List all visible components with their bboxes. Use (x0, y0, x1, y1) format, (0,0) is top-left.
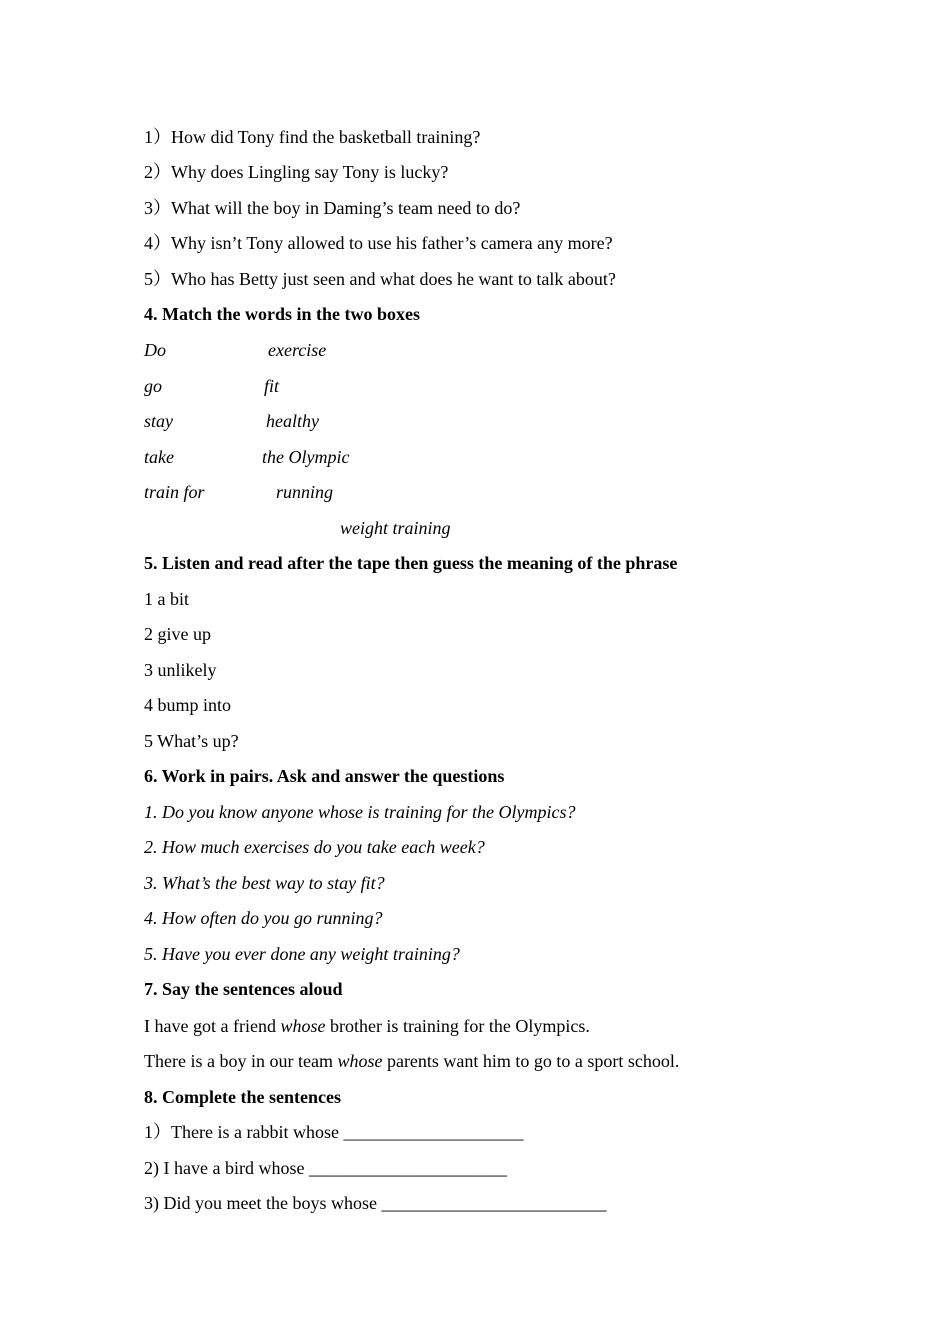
question-5: 5）Who has Betty just seen and what does he want to talk about? (144, 269, 616, 289)
match-right-word: healthy (266, 411, 319, 431)
sentence-text: brother is training for the Olympics. (325, 1016, 590, 1036)
question-2: 2）Why does Lingling say Tony is lucky? (144, 162, 449, 182)
pair-question: 3. What’s the best way to stay fit? (144, 873, 385, 893)
question-3: 3）What will the boy in Daming’s team need to do? (144, 198, 521, 218)
pair-question: 1. Do you know anyone whose is training for the Olympics? (144, 802, 576, 822)
section-6-heading: 6. Work in pairs. Ask and answer the questions (144, 766, 505, 786)
match-left-word: train for (144, 482, 205, 502)
phrase-item: 1 a bit (144, 589, 189, 609)
match-left-word: stay (144, 411, 173, 431)
match-right-word: fit (264, 376, 280, 396)
section-7-heading: 7. Say the sentences aloud (144, 979, 343, 999)
complete-sentence: 3) Did you meet the boys whose _________________________ (144, 1193, 607, 1213)
match-right-word: weight training (340, 518, 451, 538)
section-5-heading: 5. Listen and read after the tape then guess the meaning of the phrase (144, 553, 678, 573)
question-4: 4）Why isn’t Tony allowed to use his father’s camera any more? (144, 233, 613, 253)
phrase-item: 5 What’s up? (144, 731, 239, 751)
complete-sentence: 1）There is a rabbit whose ____________________ (144, 1122, 524, 1142)
sentence-text: I have got a friend (144, 1016, 281, 1036)
complete-sentence: 2) I have a bird whose ______________________ (144, 1158, 507, 1178)
example-sentence-2 (144, 1050, 679, 1072)
pair-question: 5. Have you ever done any weight training? (144, 944, 460, 964)
pair-question: 4. How often do you go running? (144, 908, 383, 928)
phrase-item: 3 unlikely (144, 660, 217, 680)
phrase-item: 4 bump into (144, 695, 232, 715)
match-right-word: exercise (268, 340, 327, 360)
match-right-word: the Olympic (262, 447, 350, 467)
match-left-word: take (144, 447, 174, 467)
sentence-text: parents want him to go to a sport school. (382, 1051, 680, 1071)
phrase-item: 2 give up (144, 624, 211, 644)
section-4-heading: 4. Match the words in the two boxes (144, 304, 420, 324)
match-left-word: Do (144, 340, 166, 360)
match-right-word: running (276, 482, 334, 502)
sentence-keyword: whose (280, 1016, 326, 1036)
sentence-text: There is a boy in our team (144, 1051, 338, 1071)
pair-question: 2. How much exercises do you take each week? (144, 837, 485, 857)
question-1: 1）How did Tony find the basketball training? (144, 127, 481, 147)
match-left-word: go (144, 376, 162, 396)
example-sentence-1 (144, 1015, 590, 1037)
section-8-heading: 8. Complete the sentences (144, 1087, 341, 1107)
sentence-keyword: whose (337, 1051, 383, 1071)
